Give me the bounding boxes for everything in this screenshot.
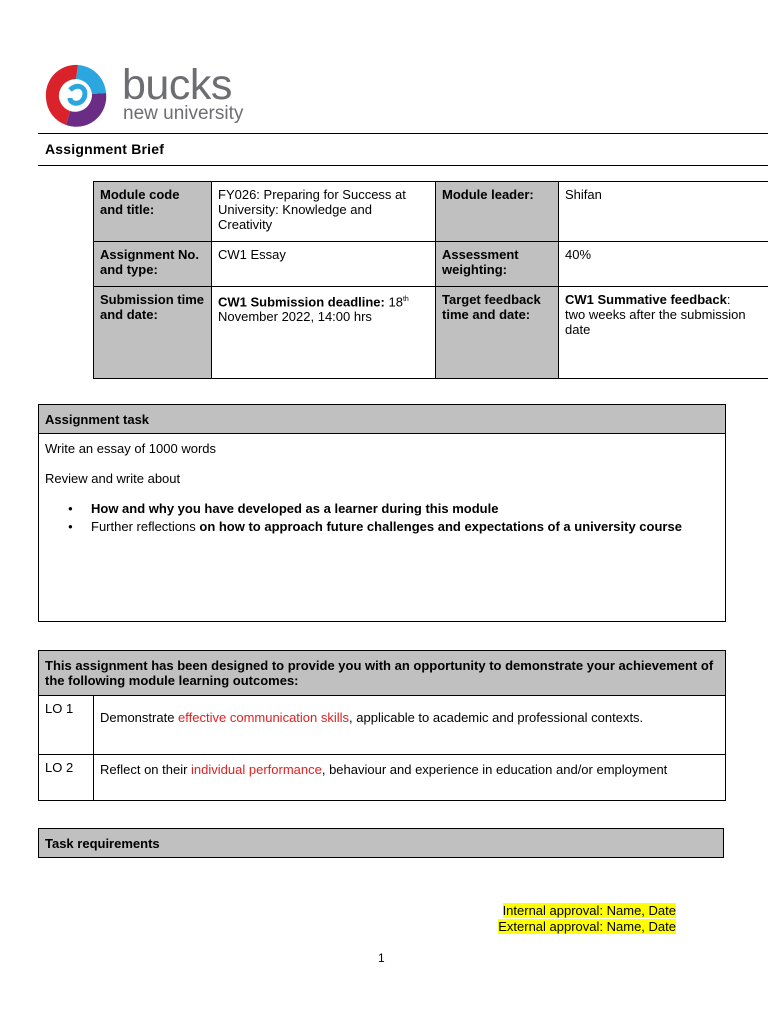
assignment-label: Assignment No. and type: [94, 242, 212, 287]
table-row [94, 182, 768, 242]
bullet-2-plain: Further reflections [91, 519, 200, 534]
lo2-pre: Reflect on their [100, 762, 192, 777]
task-requirements-heading: Task requirements [38, 828, 724, 858]
module-leader-label: Module leader: [436, 182, 559, 242]
lo1-id: LO 1 [39, 696, 94, 755]
lo2-highlight: individual performance [191, 762, 322, 777]
table-row [94, 287, 768, 379]
lo1-highlight: effective communication skills [178, 710, 350, 725]
assignment-task-box [38, 404, 726, 622]
lo2-id: LO 2 [39, 755, 94, 801]
divider-bottom [38, 165, 768, 166]
lo2-post: , behaviour and experience in education and/or employment [321, 762, 668, 777]
approval-block [480, 903, 676, 935]
feedback-label: Target feedback time and date: [436, 287, 559, 379]
feedback-colon: : [726, 292, 731, 307]
bullet-2-bold: on how to approach future challenges and expectations of a university course [199, 519, 682, 534]
lo1-text [94, 696, 726, 755]
page-number: 1 [378, 951, 385, 965]
external-approval: External approval: Name, Date [498, 919, 676, 934]
feedback-value [559, 287, 768, 379]
lo1-post: , applicable to academic and professional contexts. [349, 710, 644, 725]
weighting-value: 40% [559, 242, 768, 287]
page-title: Assignment Brief [45, 141, 165, 157]
task-line-2: Review and write about [45, 471, 181, 486]
task-line-1: Write an essay of 1000 words [45, 441, 217, 456]
table-row [39, 696, 726, 755]
table-row [39, 755, 726, 801]
logo-subtitle: new university [123, 103, 244, 124]
lo2-text [94, 755, 726, 801]
task-bullet-2 [91, 519, 719, 535]
task-bullet-1: ● How and why you have developed as a learner during this module [91, 501, 719, 517]
task-body [39, 434, 725, 544]
submission-sup: th [402, 296, 409, 303]
table-row [39, 651, 726, 696]
submission-day: 18 [384, 294, 403, 310]
logo-wordmark: bucks [122, 61, 232, 109]
module-code-label: Module code and title: [94, 182, 212, 242]
internal-approval: Internal approval: Name, Date [502, 903, 676, 918]
lo1-pre: Demonstrate [100, 710, 179, 725]
task-heading: Assignment task [39, 405, 725, 434]
table-row [94, 242, 768, 287]
assignment-value: CW1 Essay [212, 242, 436, 287]
submission-value [212, 287, 436, 379]
submission-bold: CW1 Submission deadline: [218, 294, 385, 310]
submission-rest: November 2022, 14:00 hrs [218, 309, 372, 325]
module-info-table [93, 181, 768, 379]
task-bullet-list [45, 501, 719, 535]
submission-label: Submission time and date: [94, 287, 212, 379]
outcomes-heading: This assignment has been designed to provide you with an opportunity to demonstrate your achievement of the following module learning outcomes: [39, 651, 726, 696]
weighting-label: Assessment weighting: [436, 242, 559, 287]
feedback-bold: CW1 Summative feedback [565, 292, 727, 307]
module-leader-value: Shifan [559, 182, 768, 242]
learning-outcomes-table [38, 650, 726, 801]
feedback-rest: two weeks after the submission date [565, 307, 746, 337]
divider-top [38, 133, 768, 134]
module-code-value: FY026: Preparing for Success at University: Knowledge and Creativity [212, 182, 436, 242]
